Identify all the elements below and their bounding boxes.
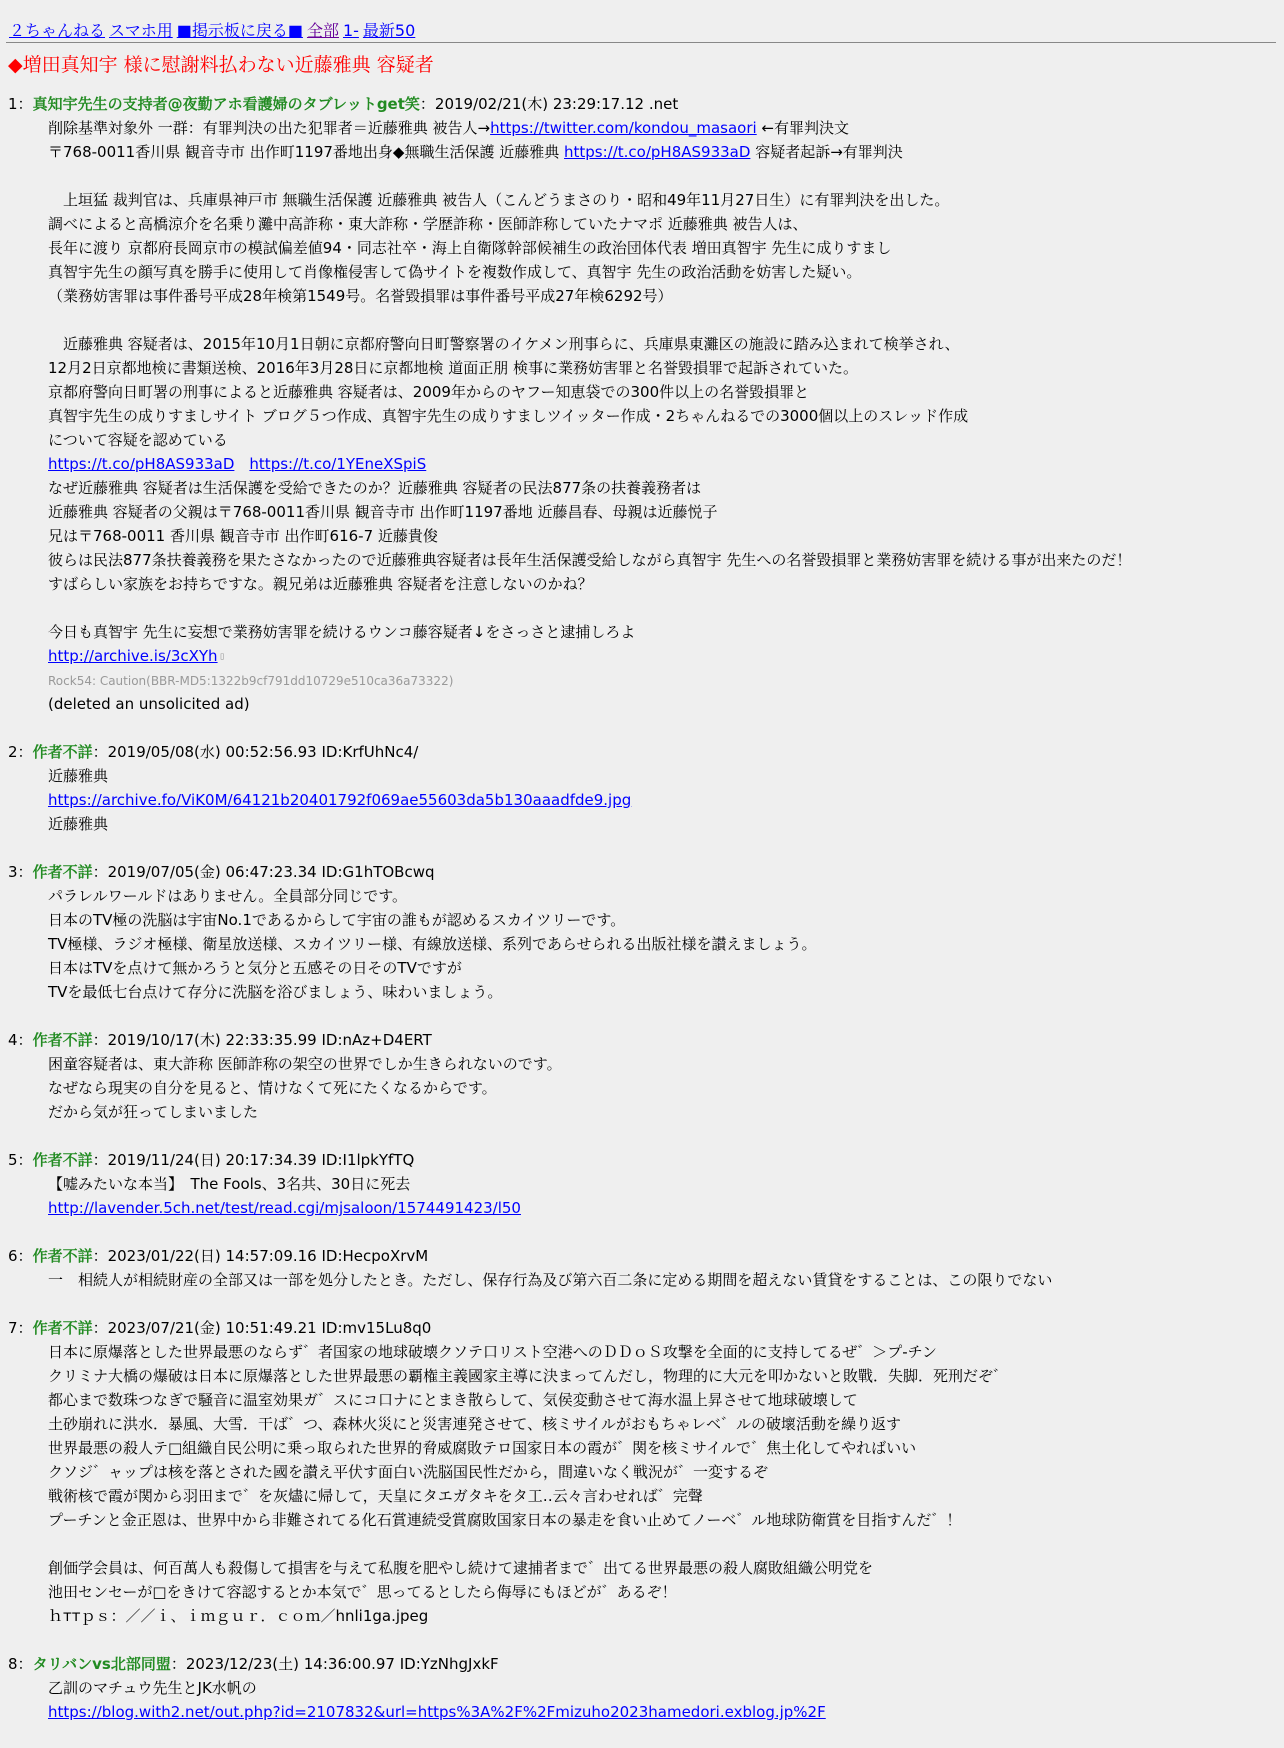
post-line	[48, 548, 1278, 572]
post-number[interactable]: 4	[8, 1031, 18, 1049]
top-navigation	[9, 18, 419, 41]
post-text: 京都府警向日町署の刑事によると近藤雅典 容疑者は、2009年からのヤフー知恵袋での300件以上の名誉毀損罪と	[48, 383, 810, 401]
post-line	[48, 908, 1278, 932]
nav-link-5[interactable]: 最新50	[362, 21, 416, 40]
post-line	[48, 1172, 1278, 1196]
post-text: 調べによると高橋涼介を名乗り灘中高詐称・東大詐称・学歴詐称・医師詐称していたナマポ 近藤雅典 被告人は、	[48, 215, 808, 233]
nav-link-3[interactable]: 全部	[306, 21, 339, 40]
post	[8, 1244, 1278, 1292]
post-text: 今日も真智宇 先生に妄想で業務妨害罪を続けるウンコ藤容疑者↓をさっさと逮捕しろよ	[48, 623, 636, 641]
post-text: 近藤雅典 容疑者の父親は〒768-0011香川県 観音寺市 出作町1197番地 近藤昌春、母親は近藤悦子	[48, 503, 718, 521]
post-text: パラレルワールドはありません。全員部分同じです。	[48, 887, 408, 905]
post-text: 日本はTVを点けて無かろうと気分と五感その日そのTVですが	[48, 959, 462, 977]
post-line	[48, 476, 1278, 500]
post-line	[48, 1532, 1278, 1556]
post-line	[48, 788, 1278, 812]
top-divider	[6, 42, 1276, 43]
post-author-name: 作者不詳	[32, 743, 93, 761]
post-body	[48, 116, 1278, 716]
post-link[interactable]: https://t.co/pH8AS933aD	[48, 455, 235, 473]
post-line	[48, 1676, 1278, 1700]
post-line	[48, 164, 1278, 188]
post-meta: ：2019/10/17(木) 22:33:35.99 ID:nAz+D4ERT	[92, 1031, 432, 1049]
post	[8, 1652, 1278, 1724]
post-link[interactable]: http://lavender.5ch.net/test/read.cgi/mjsaloon/1574491423/l50	[48, 1199, 521, 1217]
post-line	[48, 308, 1278, 332]
post-line	[48, 1556, 1278, 1580]
post-meta: ：2023/07/21(金) 10:51:49.21 ID:mv15Lu8q0	[92, 1319, 432, 1337]
post-line	[48, 1436, 1278, 1460]
post-text: 真智宇先生の成りすましサイト ブログ５つ作成、真智宇先生の成りすましツイッター作成・2ちゃんねるでの3000個以上のスレッド作成	[48, 407, 969, 425]
post-line	[48, 692, 1278, 716]
post-link[interactable]: https://t.co/1YEneXSpiS	[249, 455, 427, 473]
post-line	[48, 1580, 1278, 1604]
post-text: ｈттｐｓ：／／ｉ、ｉｍｇｕｒ．ｃｏｍ／hnli1ga.jpeg	[48, 1607, 429, 1625]
post-text: クソジ゛ャップは核を落とされた國を讃え平伏す面白い洗脳国民性だから，間違いなく戦況が゛一変するぞ	[48, 1463, 769, 1481]
post	[8, 860, 1278, 1004]
post-text: 近藤雅典 容疑者は、2015年10月1日朝に京都府警向日町警察署のイケメン刑事らに、兵庫県東灘区の施設に踏み込まれて検挙され、	[48, 335, 960, 353]
post-text: 池田センセーが□をきけて容認するとか本気で゛思ってるとしたら侮辱にもほどが゛あるぞ！	[48, 1583, 677, 1601]
post-separator: ：	[17, 95, 33, 113]
post-line	[48, 428, 1278, 452]
post-text: 上垣猛 裁判官は、兵庫県神戸市 無職生活保護 近藤雅典 被告人（こんどうまさのり・昭和49年11月27日生）に有罪判決を出した。	[48, 191, 950, 209]
post-text: 真智宇先生の顔写真を勝手に使用して肖像権侵害して偽サイトを複数作成して、真智宇 先生の政治活動を妨害した疑い。	[48, 263, 862, 281]
post-meta: ：2023/12/23(土) 14:36:00.97 ID:YzNhgJxkF	[170, 1655, 499, 1673]
post-separator: ：	[17, 1655, 33, 1673]
post-body	[48, 1172, 1278, 1220]
post-body	[48, 884, 1278, 1004]
post-line	[48, 1460, 1278, 1484]
post-line	[48, 1340, 1278, 1364]
post-link[interactable]: https://blog.with2.net/out.php?id=2107832&url=https%3A%2F%2Fmizuho2023hamedori.exblog.jp%2F	[48, 1703, 826, 1721]
post-author-name: タリバンvs北部同盟	[32, 1655, 171, 1673]
post-link[interactable]: https://twitter.com/kondou_masaori	[490, 119, 757, 137]
link-preview-icon: ▯	[217, 651, 225, 661]
post-body	[48, 764, 1278, 836]
post-line	[48, 620, 1278, 644]
post-header	[8, 1244, 1278, 1268]
post-separator: ：	[17, 1319, 33, 1337]
post-text: すばらしい家族をお持ちですな。親兄弟は近藤雅典 容疑者を注意しないのかね？	[48, 575, 593, 593]
post-author-name: 作者不詳	[32, 1247, 93, 1265]
post-line	[48, 212, 1278, 236]
nav-link-0[interactable]: ２ちゃんねる	[9, 21, 106, 40]
post-line	[48, 1508, 1278, 1532]
post-author-name: 真知宇先生の支持者@夜勤アホ看護婦のタブレットget笑	[32, 95, 420, 113]
post-separator: ：	[17, 1031, 33, 1049]
post-author-name: 作者不詳	[32, 1031, 93, 1049]
post-line	[48, 1484, 1278, 1508]
post-body	[48, 1340, 1278, 1628]
post-header	[8, 860, 1278, 884]
post	[8, 740, 1278, 836]
post-line	[48, 932, 1278, 956]
post-line	[48, 1388, 1278, 1412]
thread-posts	[8, 92, 1278, 1748]
post-text: 【嘘みたいな本当】 The Fools、3名共、30日に死去	[48, 1175, 411, 1193]
post-header	[8, 1316, 1278, 1340]
post-text: 近藤雅典	[48, 767, 109, 785]
post-line	[48, 1412, 1278, 1436]
post-meta: ：2019/07/05(金) 06:47:23.34 ID:G1hTOBcwq	[92, 863, 435, 881]
post-number[interactable]: 6	[8, 1247, 18, 1265]
post-text: なぜなら現実の自分を見ると、情けなくて死にたくなるからです。	[48, 1079, 497, 1097]
post-text: 長年に渡り 京都府長岡京市の模試偏差値94・同志社卒・海上自衛隊幹部候補生の政治団体代表 増田真智宇 先生に成りすまし	[48, 239, 892, 257]
post-line	[48, 596, 1278, 620]
post-link[interactable]: https://archive.fo/ViK0M/64121b20401792f069ae55603da5b130aaadfde9.jpg	[48, 791, 632, 809]
post-line	[48, 356, 1278, 380]
post-number[interactable]: 3	[8, 863, 18, 881]
post-text: 削除基準対象外 一群：有罪判決の出た犯罪者＝近藤雅典 被告人→	[48, 119, 491, 137]
post-line	[48, 284, 1278, 308]
post-line	[48, 1604, 1278, 1628]
post-line	[48, 1364, 1278, 1388]
post-line	[48, 764, 1278, 788]
post-line	[48, 1100, 1278, 1124]
post-body	[48, 1676, 1278, 1724]
post-meta: ：2023/01/22(日) 14:57:09.16 ID:HecpoXrvM	[92, 1247, 429, 1265]
post-text: だから気が狂ってしまいました	[48, 1103, 259, 1121]
post-line	[48, 188, 1278, 212]
post-text: 近藤雅典	[48, 815, 109, 833]
post-number[interactable]: 8	[8, 1655, 18, 1673]
post-text: 兄は〒768-0011 香川県 観音寺市 出作町616-7 近藤貴俊	[48, 527, 438, 545]
post-text: 日本に原爆落とした世界最悪のならず゛者国家の地球破壊クソテ口リスト空港へのＤＤｏＳ攻撃を全面的に支持してるぜ゛＞プ‐チン	[48, 1343, 937, 1361]
post-meta: ：2019/05/08(水) 00:52:56.93 ID:KrfUhNc4/	[92, 743, 419, 761]
post-line	[48, 116, 1278, 140]
post-number[interactable]: 5	[8, 1151, 18, 1169]
post-line	[48, 980, 1278, 1004]
post-number[interactable]: 1	[8, 95, 18, 113]
post-separator: ：	[17, 1247, 33, 1265]
post-text: について容疑を認めている	[48, 431, 228, 449]
thread-title: ◆増田真知宇 様に慰謝料払わない近藤雅典 容疑者	[8, 54, 434, 76]
post-line	[48, 1268, 1278, 1292]
post-text: クリミナ大橋の爆破は日本に原爆落とした世界最悪の覇権主義國家主導に決まってんだし，物理的に大元を叩かないと敗戰．失脚．死刑だぞ゛	[48, 1367, 1009, 1385]
post-line	[48, 572, 1278, 596]
post-line	[48, 1196, 1278, 1220]
post-line	[48, 524, 1278, 548]
post-text: 都心まで数珠つなぎで騒音に温室効果ガ゛スにコ口ナにとまき散らして、気侯変動させて海水温上昇させて地球破壊して	[48, 1391, 858, 1409]
post-line	[48, 668, 1278, 692]
post-line	[48, 1052, 1278, 1076]
post-separator: ：	[17, 863, 33, 881]
post-text: 彼らは民法877条扶養義務を果たさなかったので近藤雅典容疑者は長年生活保護受給しながら真智宇 先生への名誉毀損罪と業務妨害罪を続ける事が出来たのだ！	[48, 551, 1132, 569]
post-line	[48, 140, 1278, 164]
post-separator: ：	[17, 1151, 33, 1169]
post-text: TVを最低七台点けて存分に洗脳を浴びましょう、味わいましょう。	[48, 983, 503, 1001]
post-line	[48, 1700, 1278, 1724]
post-line	[48, 884, 1278, 908]
post-link[interactable]: http://archive.is/3cXYh	[48, 647, 218, 665]
post-body	[48, 1268, 1278, 1292]
post-text: 乙訓のマチュウ先生とJK水帆の	[48, 1679, 257, 1697]
post-meta: ：2019/11/24(日) 20:17:34.39 ID:I1lpkYfTQ	[92, 1151, 415, 1169]
post-separator: ：	[17, 743, 33, 761]
post-header	[8, 1652, 1278, 1676]
post-meta: ：2019/02/21(木) 23:29:17.12 .net	[419, 95, 679, 113]
post-number[interactable]: 7	[8, 1319, 18, 1337]
post-line	[48, 812, 1278, 836]
post-line	[48, 644, 1278, 668]
post-line	[48, 236, 1278, 260]
nav-link-1[interactable]: スマホ用	[109, 21, 173, 40]
post-line	[48, 452, 1278, 476]
post-link[interactable]: https://t.co/pH8AS933aD	[564, 143, 751, 161]
post-line	[48, 332, 1278, 356]
post-header	[8, 740, 1278, 764]
post	[8, 1028, 1278, 1124]
post-text: (deleted an unsolicited ad)	[48, 695, 250, 713]
post-author-name: 作者不詳	[32, 863, 93, 881]
post-number[interactable]: 2	[8, 743, 18, 761]
post-text: プーチンと金正恩は、世界中から非難されてる化石賞連続受賞腐敗国家日本の暴走を食い止めてノーベ゛ル地球防衛賞を目指すんだ゛！	[48, 1511, 962, 1529]
post-line	[48, 404, 1278, 428]
post-header	[8, 92, 1278, 116]
post-text: 土砂崩れに洪水．暴風、大雪．干ば゛つ、森林火災にと災害連発させて、核ミサイルがおもちゃレベ゛ルの破壞活動を繰り返す	[48, 1415, 902, 1433]
nav-link-2[interactable]: ■掲示板に戻る■	[176, 21, 303, 40]
post-text: 日本のTV極の洗脳は宇宙No.1であるからして宇宙の誰もが認めるスカイツリーです。	[48, 911, 626, 929]
post-text: 創価学会員は、何百萬人も殺傷して損害を与えて私腹を肥やし続けて逮捕者まで゛出てる世界最悪の殺人腐敗組織公明党を	[48, 1559, 874, 1577]
rock54-caution: Rock54: Caution(BBR-MD5:1322b9cf791dd10729e510ca36a73322)	[48, 674, 454, 688]
post-line	[48, 260, 1278, 284]
post	[8, 92, 1278, 716]
post-line	[48, 956, 1278, 980]
post-text	[234, 455, 249, 473]
post-text: なぜ近藤雅典 容疑者は生活保護を受給できたのか？近藤雅典 容疑者の民法877条の扶養義務者は	[48, 479, 702, 497]
post-text: 世界最悪の殺人テ□組織自民公明に乗っ取られた世界的脅威腐敗テロ国家日本の霞が゛関を核ミサイルで゛焦土化してやればいい	[48, 1439, 917, 1457]
post-text: 容疑者起訴→有罪判決	[750, 143, 903, 161]
post-header	[8, 1028, 1278, 1052]
post-body	[48, 1052, 1278, 1124]
post-line	[48, 500, 1278, 524]
post-text: 〒768-0011香川県 観音寺市 出作町1197番地出身◆無職生活保護 近藤雅典	[48, 143, 565, 161]
post	[8, 1316, 1278, 1628]
post	[8, 1148, 1278, 1220]
post-line	[48, 1076, 1278, 1100]
post-author-name: 作者不詳	[32, 1151, 93, 1169]
post-text: （業務妨害罪は事件番号平成28年検第1549号。名誉毀損罪は事件番号平成27年検6292号）	[48, 287, 673, 305]
post-author-name: 作者不詳	[32, 1319, 93, 1337]
post-text: 12月2日京都地検に書類送検、2016年3月28日に京都地検 道面正朋 検事に業務妨害罪と名誉毀損罪で起訴されていた。	[48, 359, 858, 377]
post-text: TV極様、ラジオ極様、衛星放送様、スカイツリー様、有線放送様、系列であらせられる出版社様を讃えましょう。	[48, 935, 817, 953]
post-header	[8, 1148, 1278, 1172]
post-text: 一 相続人が相続財産の全部又は一部を処分したとき。ただし、保存行為及び第六百二条に定める期間を超えない賃貸をすることは、この限りでない	[48, 1271, 1053, 1289]
post-text: ←有罪判決文	[756, 119, 850, 137]
post-text: 困童容疑者は、東大詐称 医師詐称の架空の世界でしか生きられないのです。	[48, 1055, 562, 1073]
post-line	[48, 380, 1278, 404]
post-text: 戦術核で霞が関から羽田まで゛を灰燼に帰して，天皇にタエガタキをタ工‥云々言わせれば゛完聲	[48, 1487, 703, 1505]
nav-link-4[interactable]: 1-	[342, 21, 359, 40]
